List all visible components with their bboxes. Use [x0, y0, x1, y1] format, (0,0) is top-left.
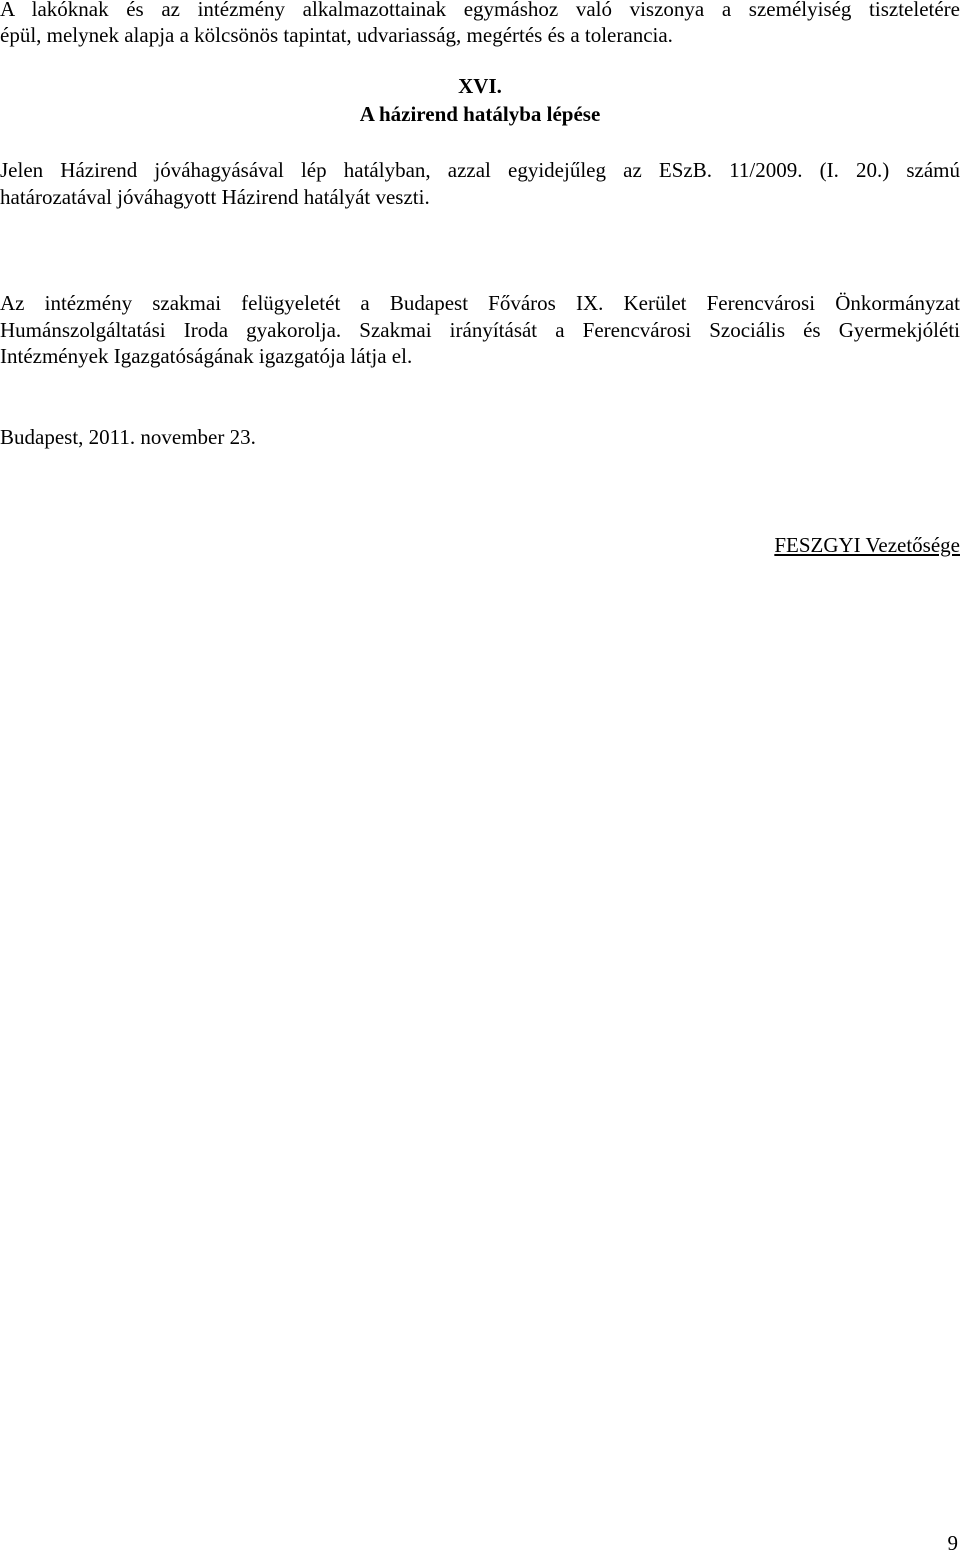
intro-line-2: épül, melynek alapja a kölcsönös tapintat, udvariasság, megértés és a tolerancia.	[0, 23, 673, 47]
signature-block	[774, 532, 960, 558]
section-number: XVI.	[458, 74, 502, 98]
effect-paragraph-line-2: határozatával jóváhagyott Házirend hatályát veszti.	[0, 185, 430, 209]
signature-text: FESZGYI Vezetősége	[774, 533, 960, 557]
page-number: 9	[947, 1531, 958, 1555]
effect-paragraph-line-1: Jelen Házirend jóváhagyásával lép hatályban, azzal egyidejűleg az ESzB. 11/2009. (I. 20.) számú	[0, 158, 960, 182]
place-date: Budapest, 2011. november 23.	[0, 425, 256, 449]
intro-line-1: A lakóknak és az intézmény alkalmazottainak egymáshoz való viszonya a személyiség tiszteletére	[0, 0, 960, 21]
supervision-paragraph-line-3: Intézmények Igazgatóságának igazgatója látja el.	[0, 344, 413, 368]
supervision-paragraph-line-1: Az intézmény szakmai felügyeletét a Budapest Főváros IX. Kerület Ferencvárosi Önkormányzat	[0, 291, 960, 315]
supervision-paragraph-line-2: Humánszolgáltatási Iroda gyakorolja. Szakmai irányítását a Ferencvárosi Szociális és Gyermekjóléti	[0, 318, 960, 342]
section-title: A házirend hatályba lépése	[359, 102, 601, 126]
